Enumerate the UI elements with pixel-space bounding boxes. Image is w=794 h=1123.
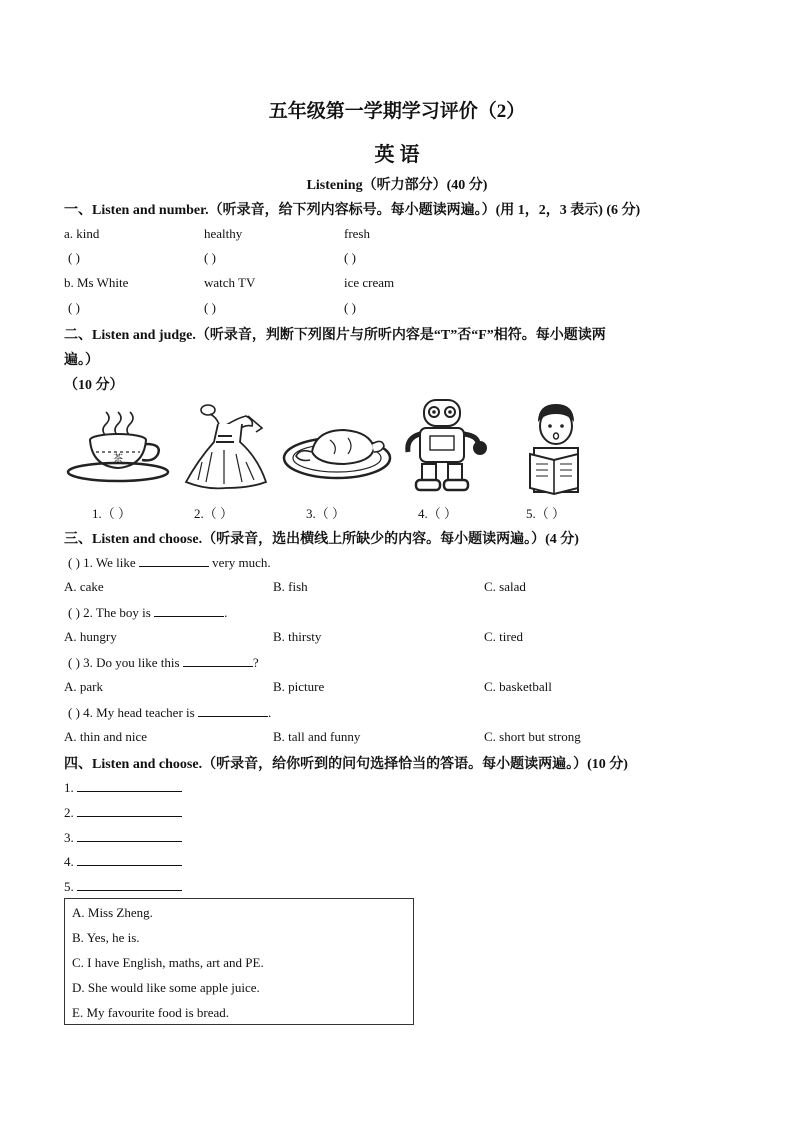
answer-number-1: 1. [64, 780, 74, 795]
question-1-end: very much. [208, 555, 271, 570]
listening-subtitle: Listening（听力部分）(40 分) [306, 178, 488, 193]
robot-picture [402, 396, 494, 492]
picture-label-5[interactable]: 5.（ ） [526, 506, 566, 521]
question-1-blank[interactable] [139, 554, 209, 567]
section2-score: （10 分） [64, 378, 124, 393]
question-4-text: ( ) 4. My head teacher is [68, 705, 198, 720]
question-4-blank[interactable] [198, 704, 268, 717]
answer-option-e: E. My favourite food is bread. [72, 1005, 230, 1020]
answer-number-2: 2. [64, 805, 74, 820]
answer-line-4 [64, 853, 182, 870]
answer-blank-5[interactable] [77, 878, 182, 891]
answer-option-b: B. Yes, he is. [72, 930, 140, 945]
section2-heading: 二、Listen and judge.（听录音，判断下列图片与所听内容是“T”否“F”相符。每小题读两 [64, 328, 606, 343]
subject-title: 英 语 [374, 144, 420, 166]
answer-blank-3[interactable] [77, 829, 182, 842]
q2-option-a: A. hungry [64, 629, 117, 644]
section4-heading: 四、Listen and choose.（听录音，给你听到的问句选择恰当的答语。每小题读两遍。）(10 分) [64, 757, 628, 772]
boy-reading-picture [522, 400, 588, 496]
question-2 [68, 604, 227, 621]
answer-blank-1[interactable] [77, 779, 182, 792]
item-b-1: b. Ms White [64, 275, 129, 290]
answer-line-3 [64, 829, 182, 846]
question-2-blank[interactable] [154, 604, 224, 617]
answer-paren-b3[interactable]: ( ) [344, 300, 356, 315]
answer-blank-4[interactable] [77, 853, 182, 866]
answer-option-a: A. Miss Zheng. [72, 905, 153, 920]
answer-option-d: D. She would like some apple juice. [72, 980, 260, 995]
q4-option-b: B. tall and funny [273, 729, 361, 744]
answer-paren-b2[interactable]: ( ) [204, 300, 216, 315]
answer-paren-a1[interactable]: ( ) [68, 250, 80, 265]
q3-option-b: B. picture [273, 679, 325, 694]
q2-option-c: C. tired [484, 629, 523, 644]
question-4-end: . [267, 705, 272, 720]
answer-blank-2[interactable] [77, 804, 182, 817]
q3-option-a: A. park [64, 679, 103, 694]
question-3-text: ( ) 3. Do you like this [68, 655, 183, 670]
item-a-2: healthy [204, 226, 243, 241]
question-3 [68, 654, 259, 671]
q2-option-b: B. thirsty [273, 629, 322, 644]
picture-label-2[interactable]: 2.（ ） [194, 506, 234, 521]
q1-option-a: A. cake [64, 579, 104, 594]
dress-picture [182, 402, 272, 492]
cup-character: 茶 [113, 454, 123, 465]
answer-paren-a3[interactable]: ( ) [344, 250, 356, 265]
picture-label-1[interactable]: 1.（ ） [92, 506, 132, 521]
question-3-blank[interactable] [183, 654, 253, 667]
item-b-3: ice cream [344, 275, 395, 290]
section2-heading-cont: 遍。） [64, 353, 99, 368]
question-1-text: ( ) 1. We like [68, 555, 139, 570]
answer-paren-b1[interactable]: ( ) [68, 300, 80, 315]
answer-options-box [64, 898, 414, 1025]
section3-heading: 三、Listen and choose.（听录音，选出横线上所缺少的内容。每小题读两遍。）(4 分) [64, 532, 579, 547]
answer-paren-a2[interactable]: ( ) [204, 250, 216, 265]
q3-option-c: C. basketball [484, 679, 552, 694]
section1-heading: 一、Listen and number.（听录音，给下列内容标号。每小题读两遍。）(用 1，2，3 表示) (6 分) [64, 203, 641, 218]
q1-option-c: C. salad [484, 579, 526, 594]
answer-line-2 [64, 804, 182, 821]
q4-option-c: C. short but strong [484, 729, 581, 744]
q4-option-a: A. thin and nice [64, 729, 148, 744]
page-title: 五年级第一学期学习评价（2） [268, 101, 526, 122]
answer-option-c: C. I have English, maths, art and PE. [72, 955, 264, 970]
question-1 [68, 554, 271, 571]
q1-option-b: B. fish [273, 579, 308, 594]
question-3-end: ? [252, 655, 259, 670]
item-a-3: fresh [344, 226, 370, 241]
question-4 [68, 704, 271, 721]
picture-label-3[interactable]: 3.（ ） [306, 506, 346, 521]
roast-chicken-picture [282, 418, 392, 480]
question-2-text: ( ) 2. The boy is [68, 605, 155, 620]
answer-line-5 [64, 878, 182, 895]
answer-number-4: 4. [64, 854, 74, 869]
question-2-end: . [224, 605, 228, 620]
picture-label-4[interactable]: 4.（ ） [418, 506, 458, 521]
item-a-1: a. kind [64, 226, 100, 241]
answer-number-5: 5. [64, 879, 74, 894]
tea-cup-picture [66, 408, 172, 488]
answer-line-1 [64, 779, 182, 796]
answer-number-3: 3. [64, 830, 74, 845]
item-b-2: watch TV [204, 275, 256, 290]
